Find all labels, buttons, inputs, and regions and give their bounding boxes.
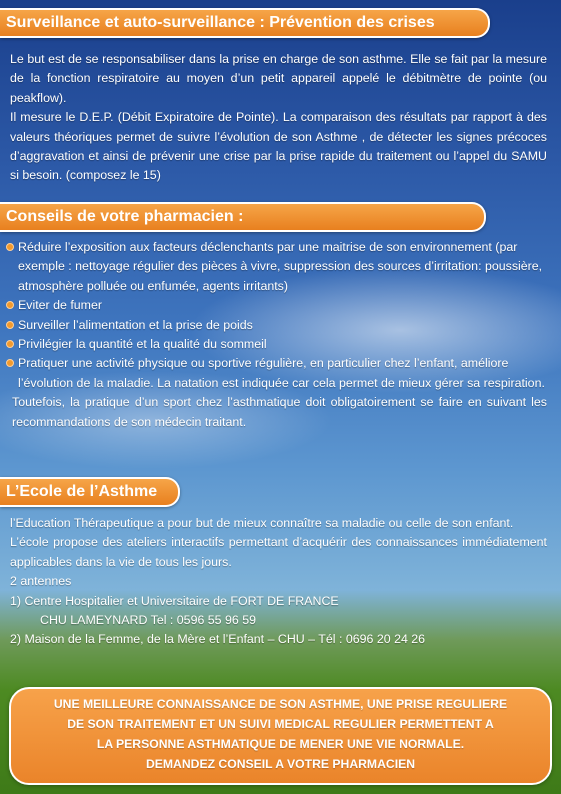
- section-header-ecole: [0, 477, 180, 507]
- list-item-text: Surveiller l’alimentation et la prise de poids: [18, 317, 253, 332]
- paragraph: L’école propose des ateliers interactifs permettant d’acquérir des connaissances immédiatement applicables dans la vie de tous les jours.: [10, 535, 547, 569]
- list-item: [6, 296, 547, 315]
- bullet-icon: [6, 243, 14, 251]
- antenne-1-name: 1) Centre Hospitalier et Universitaire de FORT DE FRANCE: [10, 593, 339, 608]
- section-header-surveillance: [0, 8, 490, 38]
- ecole-text: [10, 514, 547, 650]
- list-item-text: Eviter de fumer: [18, 298, 103, 313]
- list-item: [6, 335, 547, 354]
- bullet-icon: [6, 359, 14, 367]
- list-item-text: Pratiquer une activité physique ou sportive régulière, en particulier chez l’enfant, améliore l’évolution de la maladie. La natation est indiquée car cela permet de mieux gérer sa respiration.: [18, 356, 545, 390]
- antenne-1-contact: CHU LAMEYNARD Tel : 0596 55 96 59: [40, 613, 257, 628]
- list-item: [6, 354, 547, 393]
- paragraph: Le but est de se responsabiliser dans la prise en charge de son asthme. Elle se fait par la mesure de la fonction respiratoire au moyen d’un petit appareil appelé le débitmètre de pointe (ou peakflow).: [10, 52, 547, 105]
- section-header-conseils: [0, 202, 486, 232]
- callout-line: DEMANDEZ CONSEIL A VOTRE PHARMACIEN: [145, 757, 416, 771]
- callout-line: LA PERSONNE ASTHMATIQUE DE MENER UNE VIE NORMALE.: [96, 737, 465, 751]
- conclusion-callout: [9, 687, 552, 785]
- advice-list: [6, 238, 547, 393]
- antennes-label: 2 antennes: [10, 574, 72, 589]
- list-item-text: Réduire l’exposition aux facteurs déclenchants par une maitrise de son environnement (par exemple : nettoyage régulier des pièces à vivre, suppression des sources d’irritation: poussière, atmosphère polluée ou enfumée, agents irritants): [18, 240, 543, 293]
- antenne-2: 2) Maison de la Femme, de la Mère et l’Enfant – CHU – Tél : 0696 20 24 26: [10, 632, 426, 647]
- conseils-text: [6, 238, 547, 432]
- surveillance-text: [10, 50, 547, 186]
- paragraph: Il mesure le D.E.P. (Débit Expiratoire de Pointe). La comparaison des résultats par rapport à des valeurs théoriques permet de suivre l’évolution de son Asthme , de détecter les signes précoces d’aggravation et ainsi de prévenir une crise par la prise rapide du traitement ou l’appel du SAMU si besoin. (composez le 15): [10, 110, 547, 183]
- section-title: Conseils de votre pharmacien :: [6, 208, 244, 225]
- list-item-text: Privilégier la quantité et la qualité du sommeil: [18, 337, 267, 352]
- bullet-icon: [6, 340, 14, 348]
- callout-line: UNE MEILLEURE CONNAISSANCE DE SON ASTHME, UNE PRISE REGULIERE: [53, 697, 508, 711]
- bullet-icon: [6, 301, 14, 309]
- section-title: Surveillance et auto-surveillance : Prévention des crises: [6, 14, 435, 31]
- sport-note: Toutefois, la pratique d’un sport chez l’asthmatique doit obligatoirement se faire en suivant les recommandations de son médecin traitant.: [12, 395, 547, 429]
- list-item: [6, 238, 547, 296]
- paragraph: l’Education Thérapeutique a pour but de mieux connaître sa maladie ou celle de son enfant.: [10, 516, 514, 530]
- bullet-icon: [6, 321, 14, 329]
- section-title: L’Ecole de l’Asthme: [6, 483, 158, 500]
- list-item: [6, 316, 547, 335]
- callout-line: DE SON TRAITEMENT ET UN SUIVI MEDICAL REGULIER PERMETTENT A: [67, 717, 494, 731]
